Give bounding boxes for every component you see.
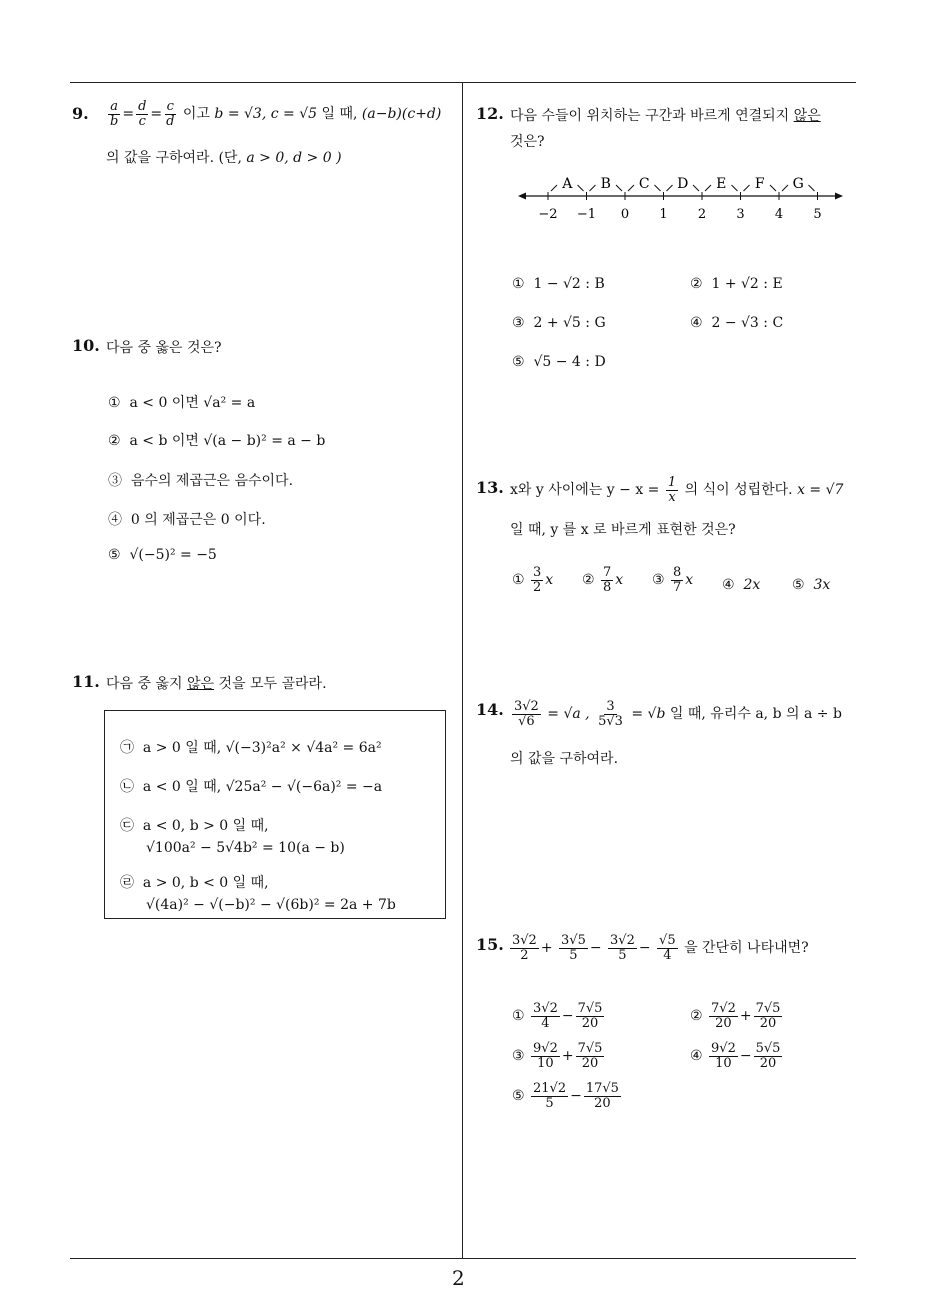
- interval-label: C: [638, 176, 650, 192]
- q9-text-a: 이고: [182, 106, 210, 123]
- choice-2[interactable]: ② $\frac{7}{8}$ x: [582, 565, 624, 595]
- interval-label: E: [716, 176, 727, 192]
- frac-c-d: $\frac{c}{d}$: [166, 99, 175, 129]
- choice-5[interactable]: ⑤ 3x: [792, 577, 831, 593]
- frac-d-c: $\frac{d}{c}$: [138, 99, 147, 129]
- q9-line-1: $\frac{a}{b}$ = $\frac{d}{c}$ = $\frac{c}{d}$ 이고 b = √3, c = √5 일 때, (a−b)(c+d): [110, 99, 442, 129]
- tick-label: 1: [659, 207, 668, 222]
- choice-2[interactable]: ② a < b 이면 √(a − b)² = a − b: [108, 433, 326, 449]
- choice-5[interactable]: ⑤ √5 − 4 : D: [512, 354, 606, 370]
- q13-line-2: 일 때, y 를 x 로 바르게 표현한 것은?: [510, 522, 736, 538]
- number-line-intervals: [551, 176, 815, 192]
- q9-eq-b: b = √3,: [214, 106, 267, 123]
- tick-label: 4: [774, 207, 784, 222]
- choice-1[interactable]: ① 1 − √2 : B: [512, 276, 605, 292]
- q15-expression: $\frac{3√2}{2}$ + $\frac{3√5}{5}$ − $\frac{3√2}{5}$ − $\frac{√5}{4}$ 을 간단히 나타내면?: [512, 933, 809, 963]
- q12-text: 다음 수들이 위치하는 구간과 바르게 연결되지 않은: [510, 108, 821, 124]
- question-number: 12.: [476, 104, 504, 123]
- choice-3[interactable]: ③ $\frac{9√2}{10}$ + $\frac{7√5}{20}$: [512, 1041, 603, 1071]
- q12-text-2: 것은?: [510, 134, 545, 150]
- question-number: 14.: [476, 700, 504, 719]
- choice-1[interactable]: ① a < 0 이면 √a² = a: [108, 395, 256, 411]
- q9-condition: a > 0, d > 0 ): [246, 150, 342, 166]
- q13-line-1: x와 y 사이에는 y − x = $\frac{1}{x}$ 의 식이 성립한다. x = √7: [510, 475, 844, 505]
- choice-5[interactable]: ⑤ √(−5)² = −5: [108, 547, 217, 563]
- choice-3[interactable]: ③ 음수의 제곱근은 음수이다.: [108, 473, 294, 489]
- question-number: 11.: [72, 672, 100, 691]
- choice-4[interactable]: ④ 2x: [722, 577, 761, 593]
- q9-text-b: 일 때,: [321, 106, 358, 123]
- statement-4-line-2: √(4a)² − √(−b)² − √(6b)² = 2a + 7b: [146, 897, 396, 913]
- q14-line-1: $\frac{3√2}{√6}$ = √a , $\frac{3}{5√3}$ = √b 일 때, 유리수 a, b 의 a ÷ b: [514, 699, 842, 729]
- bottom-rule: [70, 1258, 856, 1259]
- statement-1: ㉠ a > 0 일 때, √(−3)²a² × √4a² = 6a²: [120, 740, 382, 756]
- interval-label: F: [754, 176, 765, 192]
- question-number: 13.: [476, 478, 504, 497]
- choice-3[interactable]: ③ 2 + √5 : G: [512, 315, 606, 331]
- q9-expr: (a−b)(c+d): [361, 106, 442, 123]
- column-divider: [462, 82, 463, 1258]
- choice-1[interactable]: ① $\frac{3√2}{4}$ − $\frac{7√5}{20}$: [512, 1001, 603, 1031]
- choice-5[interactable]: ⑤ $\frac{21√2}{5}$ − $\frac{17√5}{20}$: [512, 1081, 619, 1111]
- frac-a-b: $\frac{a}{b}$: [110, 99, 119, 129]
- interval-label: A: [562, 176, 573, 192]
- choice-3[interactable]: ③ $\frac{8}{7}$ x: [652, 565, 694, 595]
- interval-label: D: [677, 176, 689, 192]
- q9-text-2: 의 값을 구하여라. (단,: [106, 150, 242, 166]
- choice-2[interactable]: ② $\frac{7√2}{20}$ + $\frac{7√5}{20}$: [690, 1001, 781, 1031]
- question-number: 10.: [72, 336, 100, 355]
- choice-4[interactable]: ④ 2 − √3 : C: [690, 315, 784, 331]
- q11-text: 다음 중 옳지 않은 것을 모두 골라라.: [106, 676, 327, 692]
- choice-2[interactable]: ② 1 + √2 : E: [690, 276, 783, 292]
- interval-label: G: [792, 176, 804, 192]
- tick-label: −2: [538, 207, 558, 222]
- tick-label: −1: [576, 207, 597, 222]
- tick-label: 0: [620, 207, 630, 222]
- choice-4[interactable]: ④ $\frac{9√2}{10}$ − $\frac{5√5}{20}$: [690, 1041, 781, 1071]
- number-line: [515, 170, 850, 230]
- page-number: 2: [452, 1266, 465, 1290]
- statement-3-line-2: √100a² − 5√4b² = 10(a − b): [146, 840, 345, 856]
- tick-label: 2: [697, 207, 707, 222]
- question-number: 9.: [72, 104, 89, 123]
- tick-label: 3: [736, 207, 745, 222]
- top-rule: [70, 82, 856, 83]
- q14-line-2: 의 값을 구하여라.: [510, 751, 619, 767]
- choice-4[interactable]: ④ 0 의 제곱근은 0 이다.: [108, 512, 266, 528]
- interval-label: B: [600, 176, 611, 192]
- tick-label: 5: [813, 207, 822, 222]
- q10-text: 다음 중 옳은 것은?: [106, 340, 222, 356]
- q9-line-2: [106, 147, 342, 167]
- statement-2: ㉡ a < 0 일 때, √25a² − √(−6a)² = −a: [120, 779, 383, 795]
- question-number: 15.: [476, 935, 504, 954]
- q9-eq-c: c = √5: [270, 106, 318, 123]
- choice-1[interactable]: ① $\frac{3}{2}$ x: [512, 565, 554, 595]
- statement-3: ㉢ a < 0, b > 0 일 때,: [120, 818, 269, 834]
- statement-4: ㉣ a > 0, b < 0 일 때,: [120, 875, 269, 891]
